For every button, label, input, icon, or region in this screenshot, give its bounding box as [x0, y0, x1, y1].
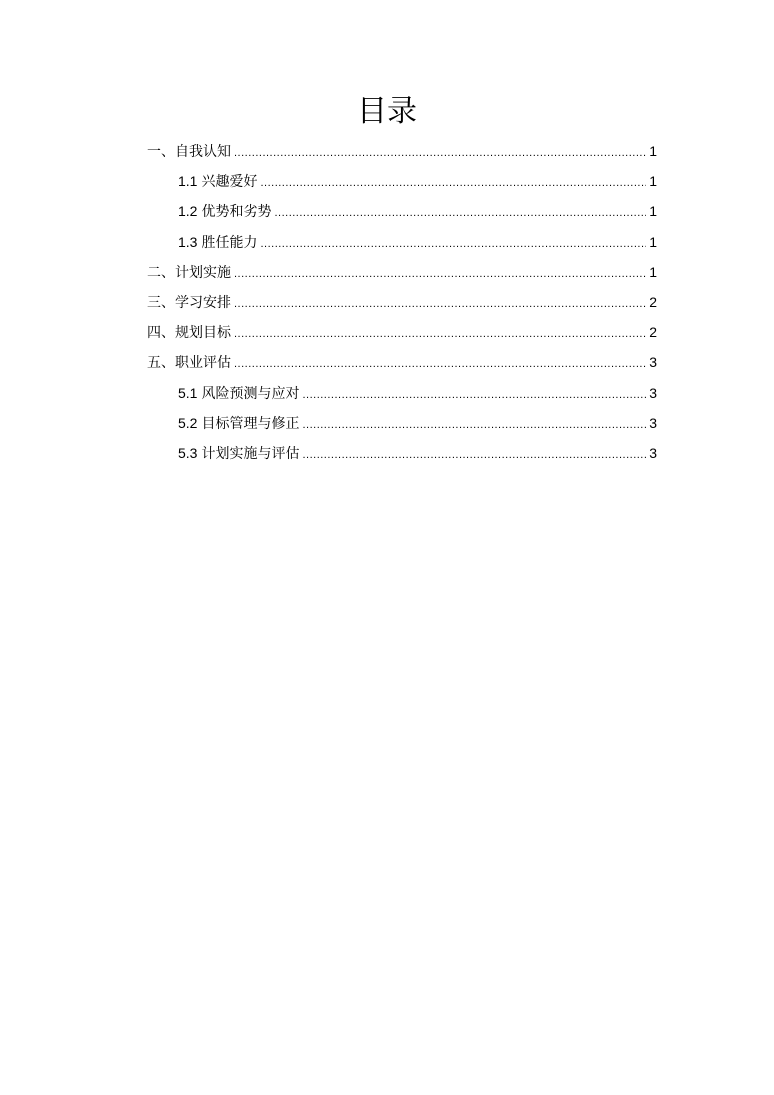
toc-entry-3[interactable]: [147, 287, 657, 317]
toc-entry-5[interactable]: [147, 347, 657, 377]
toc-dot-leader: [302, 410, 646, 440]
toc-entry-number: 5.2: [178, 414, 198, 431]
toc-entry-text: 计划实施与评估: [201, 445, 300, 462]
toc-entry-1-2[interactable]: [147, 196, 657, 226]
toc-entry-text: 五、职业评估: [147, 355, 231, 372]
toc-dot-leader: [234, 259, 646, 289]
toc-entry-text: 一、自我认知: [147, 144, 231, 160]
toc-entry-text: 三、学习安排: [147, 294, 231, 311]
toc-entry-number: 5.3: [178, 444, 198, 461]
toc-page-number: 1: [649, 263, 657, 280]
toc-dot-leader: [260, 229, 646, 259]
toc-entry-2[interactable]: [147, 257, 657, 287]
toc-entry-5-1[interactable]: [147, 378, 657, 408]
toc-page-number: 1: [649, 233, 657, 250]
toc-entry-number: 1.1: [178, 173, 198, 190]
toc-entry-text: 优势和劣势: [201, 204, 272, 221]
toc-dot-leader: [302, 440, 646, 470]
toc-page-number: 1: [649, 203, 657, 220]
toc-entry-1[interactable]: [147, 136, 657, 166]
toc-entry-number: 5.1: [178, 384, 198, 401]
toc-page-number: 2: [649, 324, 657, 341]
toc-entry-text: 胜任能力: [201, 234, 258, 251]
table-of-contents: [147, 136, 657, 468]
toc-entry-1-3[interactable]: [147, 227, 657, 257]
toc-page-number: 3: [649, 444, 657, 461]
toc-entry-number: 1.3: [178, 233, 198, 250]
toc-entry-text: 兴趣爱好: [201, 174, 258, 191]
toc-page-number: 3: [649, 354, 657, 371]
toc-page-number: 3: [649, 384, 657, 401]
toc-entry-text: 四、规划目标: [147, 325, 231, 342]
toc-dot-leader: [260, 168, 646, 198]
toc-dot-leader: [302, 380, 646, 410]
toc-page-number: 1: [649, 143, 657, 159]
toc-page-number: 1: [649, 173, 657, 190]
toc-page-number: 3: [649, 414, 657, 431]
toc-entry-5-2[interactable]: [147, 408, 657, 438]
toc-entry-text: 二、计划实施: [147, 264, 231, 281]
toc-dot-leader: [274, 198, 646, 228]
toc-entry-text: 目标管理与修正: [201, 415, 300, 432]
toc-page-number: 2: [649, 293, 657, 310]
toc-entry-5-3[interactable]: [147, 438, 657, 468]
page-title: 目录: [357, 94, 417, 129]
toc-dot-leader: [234, 319, 646, 349]
toc-dot-leader: [234, 349, 646, 379]
toc-entry-text: 风险预测与应对: [201, 385, 300, 402]
toc-entry-4[interactable]: [147, 317, 657, 347]
toc-dot-leader: [234, 138, 646, 168]
toc-entry-1-1[interactable]: [147, 166, 657, 196]
toc-dot-leader: [234, 289, 646, 319]
toc-entry-number: 1.2: [178, 203, 198, 220]
